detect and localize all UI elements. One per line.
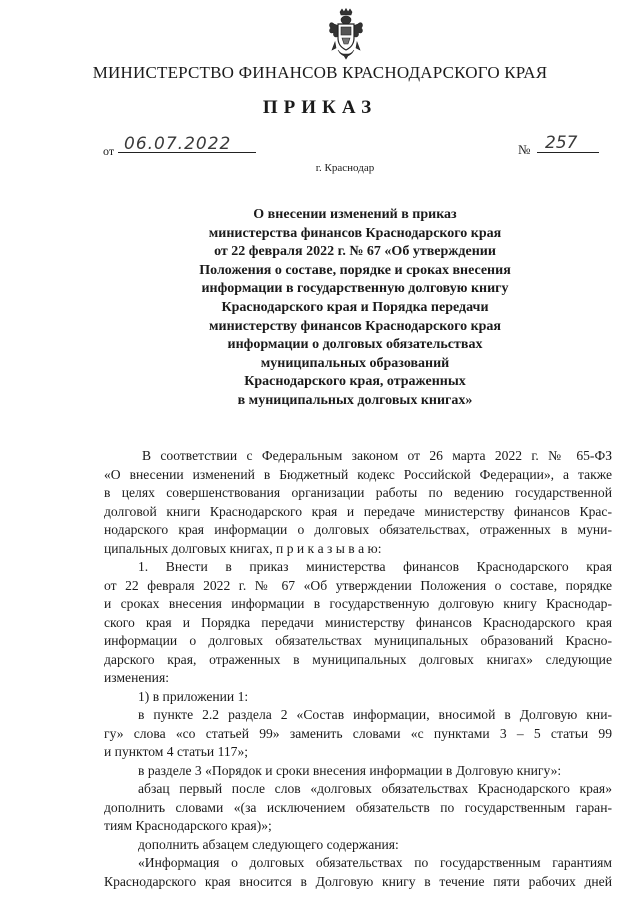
date-prefix: от bbox=[103, 144, 115, 158]
order-subject bbox=[160, 206, 550, 411]
subject-line: Краснодарского края и Порядка передачи bbox=[221, 299, 489, 315]
coat-of-arms-emblem bbox=[326, 8, 366, 60]
subject-line: О внесении изменений в приказ bbox=[253, 207, 457, 222]
body-line: дополнить словами «(за исключением обязательств по государственным гаран- bbox=[104, 799, 612, 815]
subject-line: в муниципальных долговых книгах» bbox=[237, 392, 473, 408]
subject-line: от 22 февраля 2022 г. № 67 «Об утверждении bbox=[214, 244, 496, 260]
body-line: дополнить абзацем следующего содержания: bbox=[138, 836, 399, 852]
body-line: в целях совершенствования организации работы по ведению государственной bbox=[104, 485, 612, 500]
body-line: в разделе 3 «Порядок и сроки внесения информации в Долговую книгу»: bbox=[138, 762, 562, 778]
body-line: долговой книги Краснодарского края и передаче министерству финансов Крас- bbox=[104, 503, 612, 519]
body-line: тиям Краснодарского края)»; bbox=[104, 818, 272, 833]
subject-line: министерству финансов Краснодарского края bbox=[208, 318, 502, 334]
body-line: ского края и Порядка передачи министерству финансов Краснодарского края bbox=[104, 614, 612, 630]
body-line: нодарского края информации о долговых обязательствах, отраженных в муни- bbox=[104, 522, 612, 537]
order-body bbox=[104, 447, 612, 891]
subject-line: муниципальных образований bbox=[260, 355, 450, 371]
body-line: В соответствии с Федеральным законом от 26 марта 2022 г. № 65-ФЗ bbox=[142, 448, 612, 463]
body-line: от 22 февраля 2022 г. № 67 «Об утверждении Положения о составе, порядке bbox=[104, 577, 612, 593]
body-line: гу» слова «со статьей 99» заменить словами «с пунктами 3 – 5 статьи 99 bbox=[104, 725, 612, 741]
subject-line: Краснодарского края, отраженных bbox=[244, 374, 466, 390]
handwritten-number: 257 bbox=[545, 133, 578, 153]
subject-line: информации о долговых обязательствах bbox=[227, 337, 483, 353]
body-line: и сроках внесения информации в государственную долговую книгу Краснодар- bbox=[104, 596, 612, 611]
document-type-title: ПРИКАЗ bbox=[262, 97, 378, 118]
body-line: в пункте 2.2 раздела 2 «Состав информации, вносимой в Долговую кни- bbox=[138, 707, 612, 722]
body-line: 1. Внести в приказ министерства финансов Краснодарского края bbox=[138, 559, 612, 574]
subject-line: информации в государственную долговую книгу bbox=[201, 281, 509, 297]
body-line: «О внесении изменений в Бюджетный кодекс Российской Федерации», а также bbox=[104, 466, 612, 482]
body-line: 1) в приложении 1: bbox=[138, 688, 249, 704]
body-line: абзац первый после слов «долговых обязательствах Краснодарского края» bbox=[138, 781, 612, 796]
city-location: г. Краснодар bbox=[315, 162, 375, 174]
handwritten-date: 06.07.2022 bbox=[124, 134, 232, 154]
body-line: и пунктом 4 статьи 117»; bbox=[104, 744, 249, 759]
body-line: информации о долговых обязательствах муниципальных образований Красно- bbox=[104, 633, 612, 648]
ministry-name: МИНИСТЕРСТВО ФИНАНСОВ КРАСНОДАРСКОГО КРАЯ bbox=[92, 63, 548, 82]
body-line: дарского края, отраженных в муниципальных долговых книгах» следующие bbox=[104, 651, 612, 667]
subject-line: Положения о составе, порядке и сроках внесения bbox=[199, 262, 511, 278]
body-line: ципальных долговых книгах, п р и к а з ы в а ю: bbox=[104, 540, 382, 556]
number-prefix: № bbox=[518, 142, 531, 157]
body-line: «Информация о долговых обязательствах по государственным гарантиям bbox=[138, 855, 612, 870]
subject-line: министерства финансов Краснодарского края bbox=[208, 225, 502, 241]
body-line: изменения: bbox=[104, 670, 169, 685]
body-line: Краснодарского края вносится в Долговую книгу в течение пяти рабочих дней bbox=[104, 873, 612, 889]
